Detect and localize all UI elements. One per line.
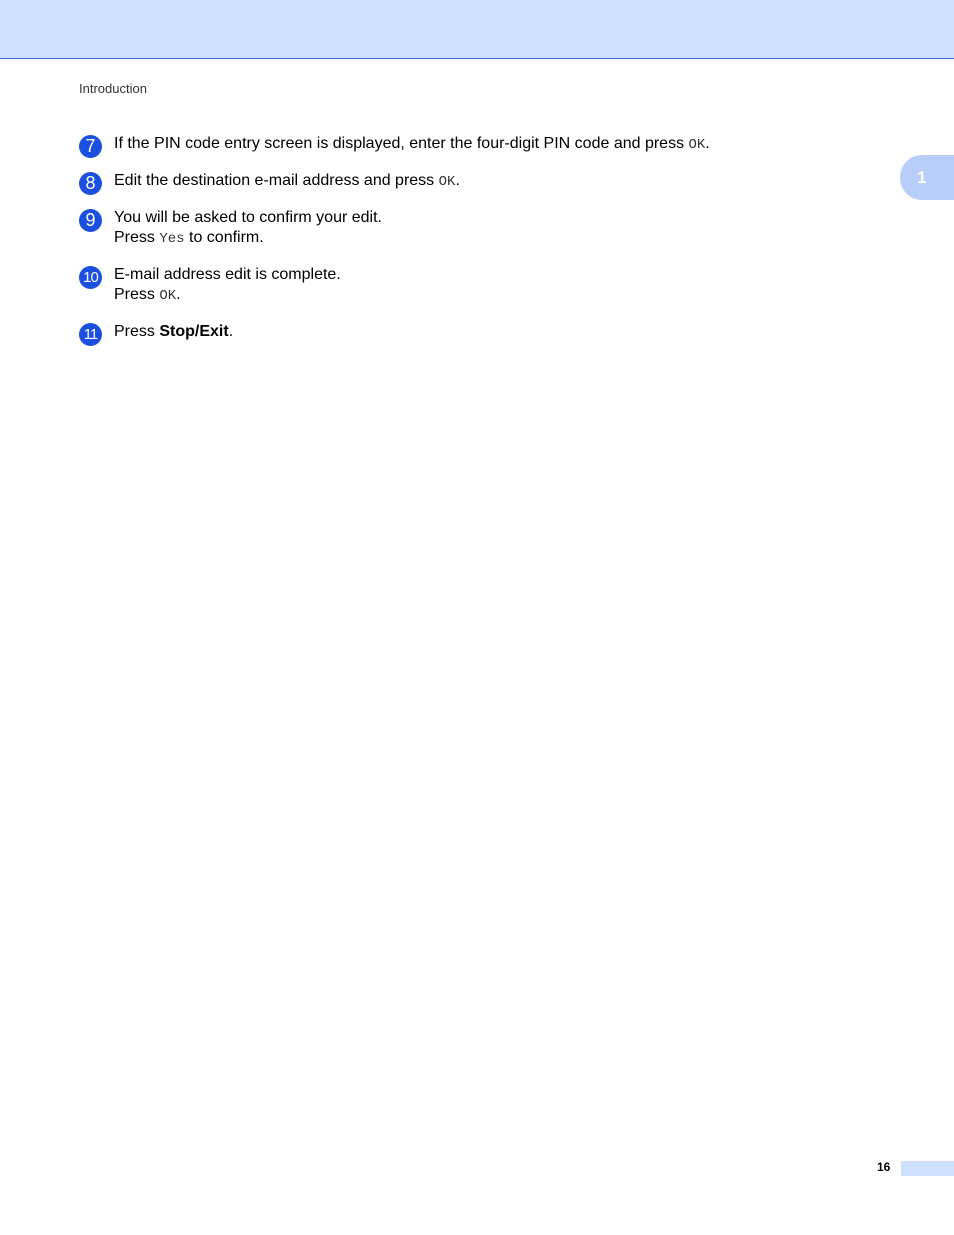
step-subline-end: . (176, 286, 181, 303)
step-11 (79, 322, 879, 342)
step-7 (79, 134, 879, 155)
step-text: Edit the destination e-mail address and press (114, 172, 439, 189)
header-band (0, 0, 954, 59)
step-subline-text: Press (114, 229, 160, 246)
step-number-badge: 7 (79, 135, 102, 158)
step-number-badge: 9 (79, 209, 102, 232)
step-8 (79, 171, 879, 192)
step-text-end: . (705, 135, 710, 152)
step-subline (114, 285, 879, 306)
step-text-end: . (455, 172, 460, 189)
ok-key-label: OK (688, 137, 706, 153)
step-text: If the PIN code entry screen is displayed, enter the four-digit PIN code and press (114, 135, 689, 152)
ok-key-label: OK (159, 288, 177, 304)
step-number-badge: 10 (79, 266, 102, 289)
page-number: 16 (877, 1160, 891, 1174)
step-subline (114, 228, 879, 249)
step-text-end: . (228, 323, 234, 340)
step-number-badge: 11 (79, 323, 102, 346)
stop-exit-key-label: Stop/Exit (159, 323, 229, 340)
chapter-tab[interactable]: 1 (900, 155, 954, 200)
yes-key-label: Yes (159, 231, 185, 247)
step-subline-text: Press (114, 286, 160, 303)
step-text: E-mail address edit is complete. (114, 266, 341, 283)
step-subline-end: to confirm. (184, 229, 264, 246)
step-text: Press (114, 323, 160, 340)
ok-key-label: OK (438, 174, 456, 190)
step-number-badge: 8 (79, 172, 102, 195)
step-9 (79, 208, 879, 249)
page-number-bar (901, 1161, 954, 1176)
step-10 (79, 265, 879, 306)
step-text: You will be asked to confirm your edit. (114, 209, 382, 226)
step-list (79, 134, 879, 358)
section-title: Introduction (79, 81, 147, 96)
